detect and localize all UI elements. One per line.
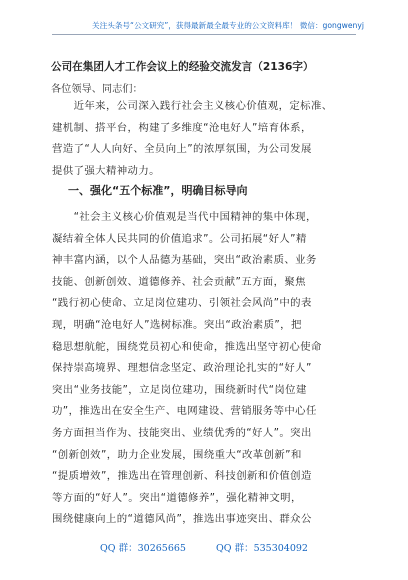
body-line: “提质增效”，推选出在管理创新、科技创新和价值创造 [52, 470, 312, 483]
body-line: 功”，推选出在安全生产、电网建设、营销服务等中心任 [52, 405, 317, 418]
body-line: 保持崇高境界、理想信念坚定、政治理论扎实的“好人” [52, 362, 312, 375]
footer-qq-group-1: QQ 群：30265665 [100, 543, 186, 554]
intro-line: 近年来，公司深入践行社会主义核心价值观，定标准、 [52, 100, 333, 112]
body-line: “社会主义核心价值观是当代中国精神的集中体现， [52, 211, 317, 223]
body-line: 突出“业务技能”，立足岗位建功，围绕新时代“岗位建 [52, 383, 307, 396]
body-line: 神丰富内涵，以个人品德为基础，突出“政治素质、业务 [52, 254, 317, 267]
header-promo-text: 关注头条号“公文研究”，获得最新最全最专业的公文资料库！ 微信：gongwenyj [92, 21, 364, 30]
body-line: 技能、创新创效、道德修养、社会贡献”五方面，聚焦 [52, 275, 306, 288]
body-line: “践行初心使命、立足岗位建功、引领社会风尚”中的表 [52, 297, 312, 310]
body-line: “创新创效”，助力企业发展，围绕重大“改革创新”和 [52, 448, 302, 461]
footer-qq-group-2: QQ 群：535304092 [215, 543, 308, 554]
body-line: 围绕健康向上的“道德风尚”，推选出事迹突出、群众公 [52, 513, 312, 526]
intro-paragraph [52, 96, 358, 182]
section-paragraph [52, 207, 358, 531]
body-line: 凝结着全体人民共同的价值追求”。公司拓展“好人”精 [52, 232, 307, 245]
intro-line: 提供了强大精神动力。 [52, 164, 160, 177]
footer-contact [0, 540, 408, 554]
header-divider [52, 34, 356, 35]
salutation: 各位领导、同志们： [51, 84, 143, 95]
body-line: 等方面的“好人”。突出“道德修养”，强化精神文明， [52, 491, 302, 504]
section-heading: 一、强化“五个标准”，明确目标导向 [68, 184, 248, 197]
document-title: 公司在集团人才工作会议上的经验交流发言（2136字） [51, 61, 314, 73]
intro-line: 建机制、搭平台，构建了多维度“沧电好人”培育体系， [52, 121, 312, 134]
body-line: 现，明确“沧电好人”选树标准。突出“政治素质”，把 [52, 318, 302, 331]
intro-line: 营造了“人人向好、全员向上”的浓厚氛围，为公司发展 [52, 143, 312, 156]
body-line: 务方面担当作为、技能突出、业绩优秀的“好人”。突出 [52, 426, 312, 439]
body-line: 稳思想航舵，围绕党员初心和使命，推选出坚守初心使命 [52, 340, 322, 353]
